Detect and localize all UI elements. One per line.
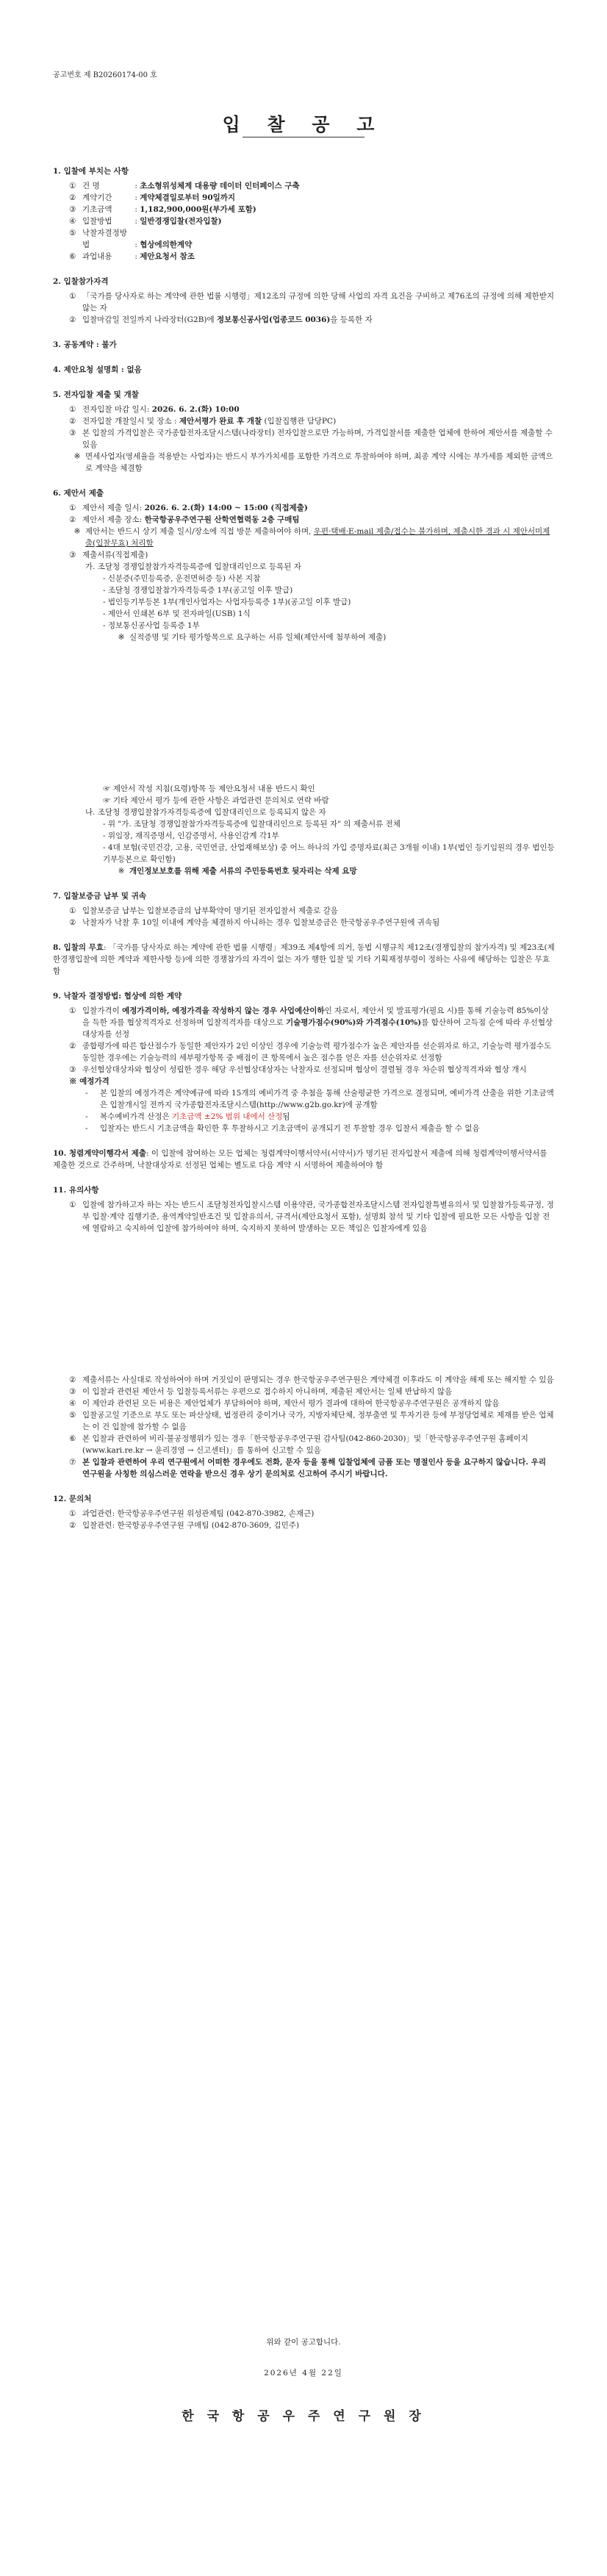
- item-text: 「국가를 당사자로 하는 계약에 관한 법률 시행령」제12조의 규정에 의한 당해 사업의 자격 요건을 구비하고 제76조의 규정에 의해 제한받지 않는 자: [82, 292, 555, 312]
- list-item: ② 낙찰자가 낙찰 후 10일 이내에 계약을 체결하지 아니하는 경우 입찰보증금은 한국항공우주연구원에 귀속됨: [69, 917, 556, 929]
- bullet: [103, 596, 556, 608]
- section-text: : 이 입찰에 참여하는 모든 업체는 청렴계약이행서약서(서약서)가 명기된 전자입찰서 제출에 의해 청렴계약이행서약서를 제출한 것으로 간주하며, 낙찰대상자로 선정된 업체는 별도로 다음 계약 시 서명하여 제출하여야 함: [53, 1149, 547, 1170]
- list-item: ⑦ 본 입찰과 관련하여 우리 연구원에서 어떠한 경우에도 전화, 문자 등을 통해 입찰업체에 금품 또는 명절인사 등을 요구하지 않습니다. 우리 연구원을 사칭한 의심스러운 연락을 받으신 경우 상기 문의처로 신고하여 주시기 바랍니다.: [69, 1456, 556, 1480]
- section-joint-contract: [53, 339, 556, 351]
- list-item: ① 제안서 제출 일시: 2026. 6. 2.(화) 14:00 ~ 15:00 (직접제출): [69, 504, 308, 512]
- item-text: 본 입찰과 관련하여 비리·불공정행위가 있는 경우「한국항공우주연구원 감사팀(042-860-2030)」및「한국항공우주연구원 홈페이지(www.kari.re.kr → 윤리경영 → 신고센터)」를 통하여 신고할 수 있음: [82, 1434, 528, 1455]
- closing-text: 위와 같이 공고합니다.: [266, 2338, 341, 2347]
- item-text: 전자입찰 개찰일시 및 장소 :: [82, 417, 179, 426]
- note-heading: [69, 1076, 556, 1087]
- item-label: 계약기간: [82, 193, 112, 202]
- bullet: [103, 842, 556, 865]
- item-text: 제안서 제출 장소:: [82, 515, 145, 524]
- bullet-text: 복수예비가격 산정은: [100, 1112, 172, 1121]
- submission-place: 한국항공우주연구원 산학연협력동 2층 구매팀: [144, 515, 300, 524]
- bullet: [103, 818, 556, 830]
- list-item: ① 입찰에 참가하고자 하는 자는 반드시 조달청전자입찰시스템 이용약관, 국가종합전자조달시스템 전자입찰특별유의서 및 입찰참가등록규정, 정부 입찰·계약 집행기준, 용역계약일반조건 및 입찰유의서, 규격서(제안요청서 포함), 설명회 참석 및 기타 입찰에 필요한 모든 사항을 입찰 전에 열람하고 숙지하여 입찰에 참가하여야 하며, 숙지하지 못하여 발생하는 모든 책임은 입찰자에게 있음: [69, 1199, 556, 1234]
- section-title: 10. 청렴계약이행각서 제출: [53, 1149, 147, 1158]
- item-text: 종합평가에 따른 합산점수가 동일한 제안자가 2인 이상인 경우에 기술능력 평가점수가 높은 제안자를 선순위자로 하고, 기술능력 평가점수도 동일한 경우에는 기술능력의 세부평가항목 중 배점이 큰 항목에서 높은 점수를 얻은 자를 선순위자로 선정함: [82, 1042, 552, 1062]
- section-proposal-submission: [53, 487, 556, 877]
- section-briefing: [53, 364, 556, 376]
- sub-item-text: 가. 조달청 경쟁입찰참가자격등록증에 입찰대리인으로 등록된 자: [85, 562, 301, 571]
- section-title: 9. 낙찰자 결정방법: 협상에 의한 계약: [53, 992, 182, 1001]
- bullet-text: - 위 "가. 조달청 경쟁입찰참가자격등록증에 입찰대리인으로 등록된 자" 의 제출서류 전체: [103, 820, 401, 829]
- bullet: [103, 830, 556, 842]
- item-number: ⑥: [69, 252, 76, 261]
- item-label: 입찰방법: [82, 217, 112, 226]
- reference-text: ☞ 기타 제안서 평가 등에 관한 사항은 과업관련 문의처로 연락 바람: [103, 796, 329, 805]
- item-text: (입찰집행관 담당PC): [262, 417, 337, 426]
- bullet-text: - 조달청 경쟁입찰참가자격등록증 1부(공고일 이후 발급): [103, 586, 293, 595]
- note-title: ※ 예정가격: [69, 1077, 109, 1086]
- section-eligibility: [53, 276, 556, 326]
- bid-deadline: 2026. 6. 2.(화) 10:00: [151, 405, 240, 414]
- list-item: ① 건 명 : 초소형위성체계 대용량 데이터 인터페이스 구축: [69, 182, 300, 190]
- item-text: 를 합산하여 고득점 순에 따라 우선협상대상자를 선정: [82, 1018, 553, 1039]
- item-emphasis: 정보통신공사업(업종코드 0036): [217, 315, 331, 324]
- sub-item-text: 나. 조달청 경쟁입찰참가자격등록증에 입찰대리인으로 등록되지 않은 자: [85, 808, 326, 817]
- item-text: 입찰가격이: [82, 1006, 123, 1015]
- bullet-text: - 제안서 인쇄본 6부 및 전자파일(USB) 1식: [103, 609, 251, 618]
- item-value: 제안요청서 참조: [140, 252, 195, 261]
- item-text: 낙찰자가 낙찰 후 10일 이내에 계약을 체결하지 아니하는 경우 입찰보증금은 한국항공우주연구원에 귀속됨: [82, 918, 440, 927]
- contact-task: 과업관련: 한국항공우주연구원 위성관제팀 (042-870-3982, 손재근): [82, 1509, 315, 1518]
- item-number: ④: [69, 217, 76, 226]
- section-e-bid: [53, 389, 556, 474]
- section-title: 5. 전자입찰 제출 및 개찰: [53, 390, 139, 399]
- note-underlined: 하며, 제출시한 경과 시 제안서미제출(입찰무효) 처리함: [85, 527, 550, 548]
- item-text: 인 자로서, 제안서 및 발표평가(필요 시)를 통해 기술능력 85%이상을 득한 자를 협상적격자로 선정하며 입찰적격자를 대상으로: [82, 1006, 549, 1027]
- note: ※ 실적증명 및 기타 평가항목으로 요구하는 서류 일체(제안서에 첨부하여 제출): [113, 632, 556, 643]
- list-item: ② 제출서류는 사실대로 작성하여야 하며 거짓임이 판명되는 경우 한국항공우주연구원은 계약체결 이후라도 이 계약을 해제 또는 해지할 수 있음: [69, 1374, 556, 1386]
- section-title: 3. 공동계약 : 불가: [53, 340, 117, 349]
- list-item: ④ 입찰방법 : 일반경쟁입찰(전자입찰): [69, 217, 222, 226]
- list-item: ③ 본 입찰의 가격입찰은 국가종합전자조달시스템(나라장터) 전자입찰으로만 가능하며, 가격입찰서를 제출한 업체에 한하여 제안서를 제출할 수 있음: [69, 427, 556, 451]
- item-text: 우선협상대상자와 협상이 성립한 경우 해당 우선협상대상자는 낙찰자로 선정되며 협상이 결렬될 경우 차순위 협상적격자와 협상 개시: [82, 1065, 527, 1074]
- list-item: ① 입찰보증금 납부는 입찰보증금의 납부확약이 명기된 전자입찰서 제출로 갈음: [69, 905, 556, 917]
- section-title: 1. 입찰에 부치는 사항: [53, 167, 129, 176]
- item-text: 이 입찰과 관련된 제안서 등 입찰등록서류는 우편으로 접수하지 아니하며, 제출된 제안서는 일체 반납하지 않음: [82, 1387, 453, 1396]
- list-item: ① 과업관련: 한국항공우주연구원 위성관제팀 (042-870-3982, 손재근): [69, 1508, 556, 1520]
- blank-space: [53, 643, 556, 783]
- list-item: ⑥ 본 입찰과 관련하여 비리·불공정행위가 있는 경우「한국항공우주연구원 감사팀(042-860-2030)」및「한국항공우주연구원 홈페이지(www.kari.re.kr → 윤리경영 → 신고센터)」를 통하여 신고할 수 있음: [69, 1433, 556, 1456]
- bullet-text: 본 입찰의 예정가격은 계약예규에 따라 15개의 예비가격 중 추첨을 통해 산술평균한 가격으로 결정되며, 예비가격 산출을 위한 기초금액은 입찰개시일 전까지 국가종합전자조달시스템(http://www.g2b.go.kr)에 공개함: [100, 1089, 554, 1109]
- section-title: 11. 유의사항: [53, 1186, 99, 1195]
- list-item: ③ 우선협상대상자와 협상이 성립한 경우 해당 우선협상대상자는 낙찰자로 선정되며 협상이 결렬될 경우 차순위 협상적격자와 협상 개시: [69, 1064, 556, 1076]
- list-item: ① 입찰가격이 예정가격이하, 예정가격을 작성하지 않는 경우 사업예산이하인 자로서, 제안서 및 발표평가(필요 시)를 통해 기술능력 85%이상을 득한 자를 협상적격자로 선정하며 입찰적격자를 대상으로 기술평가점수(90%)와 가격점수(10%)를 합산하여 고득점 순에 따라 우선협상대상자를 선정: [69, 1006, 553, 1039]
- bullet-text: - 신분증(주민등록증, 운전면허증 등) 사본 지참: [103, 574, 261, 583]
- section-title: 12. 문의처: [53, 1495, 92, 1503]
- item-text: 입찰공고일 기준으로 부도 또는 파산상태, 법정관리 중이거나 국가, 지방자체단체, 정부출연 및 투자기관 등에 부정당업체로 제재를 받은 업체는 이 건 입찰에 참가할 수 없음: [82, 1411, 554, 1431]
- notice-date: 2026년 4월 22일: [264, 2369, 343, 2378]
- item-number: ③: [69, 205, 76, 214]
- submission-datetime: 2026. 6. 2.(화) 14:00 ~ 15:00 (직접제출): [144, 504, 308, 512]
- note: ※ 제안서는 반드시 상기 제출 일시/장소에 직접 방문 제출하여야 하며, 우편·택배·E-mail 제출/접수는 불가하며, 제출시한 경과 시 제안서미제출(입찰무효) 처리함: [73, 527, 550, 548]
- note-text: 제안서는 반드시 상기 제출 일시/장소에 직접 방문 제출하여야 하며,: [85, 527, 314, 536]
- note: ※ 면세사업자(영세율을 적용받는 사업자)는 반드시 부가가치세를 포함한 가격으로 투찰하여야 하며, 최종 계약 시에는 부가세를 제외한 금액으로 계약을 체결함: [69, 451, 556, 474]
- reference-text: ☞ 제안서 작성 지침(요령)항목 등 제안요청서 내용 반드시 확인: [103, 784, 315, 793]
- list-item: ④ 이 제안과 관련된 모든 비용은 제안업체가 부담하여야 하며, 제안서 평가 결과에 대하여 한국항공우주연구원은 공개하지 않음: [69, 1398, 556, 1409]
- section-invalid-bid: [53, 942, 556, 977]
- item-text: 입찰마감일 전일까지 나라장터(G2B)에: [82, 315, 217, 324]
- section-contact: [53, 1493, 556, 1531]
- list-item: ⑥ 과업내용 : 제안요청서 참조: [69, 252, 195, 261]
- bullet-text: 됨: [282, 1112, 290, 1121]
- sub-item: [85, 561, 556, 573]
- item-label: 기초금액: [82, 205, 112, 214]
- list-item: ② 전자입찰 개찰일시 및 장소 : 제안서평가 완료 후 개찰 (입찰집행관 담당PC): [69, 417, 337, 426]
- note-text: 면세사업자(영세율을 적용받는 사업자)는 반드시 부가가치세를 포함한 가격으로 투찰하여야 하며, 최종 계약 시에는 부가세를 제외한 금액으로 계약을 체결함: [85, 452, 553, 473]
- bullet: [103, 620, 556, 632]
- list-item: ③ 이 입찰과 관련된 제안서 등 입찰등록서류는 우편으로 접수하지 아니하며, 제출된 제안서는 일체 반납하지 않음: [69, 1386, 556, 1398]
- section-title: 7. 입찰보증금 납부 및 귀속: [53, 892, 147, 901]
- item-text: 제출서류는 사실대로 작성하여야 하며 거짓임이 판명되는 경우 한국항공우주연구원은 계약체결 이후라도 이 계약을 해제 또는 해지할 수 있음: [82, 1375, 554, 1384]
- section-title: 2. 입찰참가자격: [53, 277, 109, 286]
- note: ※ 개인정보보호를 위해 제출 서류의 주민등록번호 뒷자리는 삭제 요망: [113, 865, 556, 877]
- notice-number: 공고번호 제 B20260174-00 호: [53, 71, 157, 79]
- bullet-highlight: 기초금액 ±2% 범위 내에서 산정: [171, 1112, 283, 1121]
- item-value: 1,182,900,000원(부가세 포함): [140, 205, 256, 214]
- bullet: [103, 608, 556, 620]
- item-number: ⑤: [69, 229, 76, 237]
- note-text: 실적증명 및 기타 평가항목으로 요구하는 서류 일체(제안서에 첨부하여 제출): [129, 633, 387, 642]
- section-title: 4. 제안요청 설명회 : 없음: [53, 365, 142, 374]
- sub-item: [85, 806, 556, 818]
- bullet: [103, 573, 556, 584]
- item-number: ①: [69, 182, 76, 190]
- list-item: ③ 제출서류(직접제출): [69, 549, 556, 561]
- item-text: 제안서 제출 일시:: [82, 504, 145, 512]
- note-emphasis: 개인정보보호를 위해 제출 서류의 주민등록번호 뒷자리는 삭제 요망: [129, 867, 357, 876]
- note-underlined: 우편·택배·E-mail 제출/접수는 불가: [313, 527, 434, 536]
- bullet-text: 입찰자는 반드시 기초금액을 확인한 후 투찰하시고 기초금액이 공개되기 전 투찰할 경우 입찰서 제출을 할 수 없음: [100, 1124, 480, 1133]
- section-bid-items: [53, 165, 556, 262]
- list-item: ② 입찰마감일 전일까지 나라장터(G2B)에 정보통신공사업(업종코드 0036)을 등록한 자: [69, 315, 373, 324]
- issuer-name: 한 국 항 공 우 주 연 구 원 장: [182, 2409, 425, 2424]
- item-value: 초소형위성체계 대용량 데이터 인터페이스 구축: [140, 182, 300, 190]
- item-value: 일반경쟁입찰(전자입찰): [140, 217, 222, 226]
- bullet-text: - 위임장, 재직증명서, 인감증명서, 사용인감계 각1부: [103, 831, 279, 840]
- item-value: 협상에의한계약: [140, 240, 193, 249]
- list-item: ② 입찰관련: 한국항공우주연구원 구매팀 (042-870-3609, 김민주): [69, 1520, 556, 1531]
- item-text: 을 등록한 자: [330, 315, 373, 324]
- page-title: 입 찰 공 고: [222, 114, 385, 135]
- item-text: 이 제안과 관련된 모든 비용은 제안업체가 부담하여야 하며, 제안서 평가 결과에 대하여 한국항공우주연구원은 공개하지 않음: [82, 1399, 500, 1408]
- item-label: 과업내용: [82, 252, 112, 261]
- contact-bid: 입찰관련: 한국항공우주연구원 구매팀 (042-870-3609, 김민주): [82, 1521, 300, 1530]
- reference-line: [103, 783, 556, 795]
- item-emphasis: 제안서평가 완료 후 개찰: [179, 417, 262, 426]
- bullet: [103, 584, 556, 596]
- reference-line: [103, 795, 556, 806]
- bullet-text: - 4대 보험(국민건강, 고용, 국민연금, 산업재해보상) 중 어느 하나의 가입 증명자료(최근 3개월 이내) 1부(법인 등기임원의 경우 법인등기부등본으로 확인함): [103, 843, 555, 864]
- section-text: : 「국가를 당사자로 하는 계약에 관한 법률 시행령」제39조 제4항에 의거, 동법 시행규칙 제12조(경쟁입찰의 참가자격) 및 제23조(제한경쟁입찰에 의한 계약과 제한사항 등)에 의한 경쟁참가의 자격이 없는 자가 행한 입찰 및 기타 기획재정부령이 정하는 사유에 해당하는 입찰은 무효함: [53, 943, 555, 976]
- section-title: 6. 제안서 제출: [53, 489, 104, 498]
- item-emphasis: 본 입찰과 관련하여 우리 연구원에서 어떠한 경우에도 전화, 문자 등을 통해 입찰업체에 금품 또는 명절인사 등을 요구하지 않습니다. 우리 연구원을 사칭한 의심스러운 연락을 받으신 경우 상기 문의처로 신고하여 주시기 바랍니다.: [82, 1458, 546, 1478]
- item-emphasis: 기술평가점수(90%)와 가격점수(10%): [285, 1018, 422, 1027]
- section-cautions: [53, 1184, 556, 1480]
- list-item: ① 전자입찰 마감 일시: 2026. 6. 2.(화) 10:00: [69, 405, 240, 414]
- list-item: ⑤ 낙찰자결정방법 : 협상에의한계약: [69, 229, 193, 249]
- section-bid-bond: [53, 890, 556, 929]
- bullet: - 복수예비가격 산정은 기초금액 ±2% 범위 내에서 산정됨: [85, 1112, 290, 1121]
- item-text: 전자입찰 마감 일시:: [82, 405, 152, 414]
- item-label: 건 명: [82, 182, 100, 190]
- section-award-method: [53, 990, 556, 1134]
- list-item: ⑤ 입찰공고일 기준으로 부도 또는 파산상태, 법정관리 중이거나 국가, 지방자체단체, 정부출연 및 투자기관 등에 부정당업체로 제재를 받은 업체는 이 건 입찰에 참가할 수 없음: [69, 1409, 556, 1433]
- item-text: 입찰보증금 납부는 입찰보증금의 납부확약이 명기된 전자입찰서 제출로 갈음: [82, 906, 338, 915]
- bullet: - 입찰자는 반드시 기초금액을 확인한 후 투찰하시고 기초금액이 공개되기 전 투찰할 경우 입찰서 제출을 할 수 없음: [85, 1123, 556, 1134]
- list-item: ② 계약기간 : 계약체결일로부터 90일까지: [69, 193, 236, 202]
- section-title: 8. 입찰의 무효: [53, 943, 104, 952]
- list-item: ② 제안서 제출 장소: 한국항공우주연구원 산학연협력동 2층 구매팀: [69, 515, 300, 524]
- list-item: ② 종합평가에 따른 합산점수가 동일한 제안자가 2인 이상인 경우에 기술능력 평가점수가 높은 제안자를 선순위자로 하고, 기술능력 평가점수도 동일한 경우에는 기술능력의 세부평가항목 중 배점이 큰 항목에서 높은 점수를 얻은 자를 선순위자로 선정함: [69, 1040, 556, 1064]
- item-number: ②: [69, 193, 76, 202]
- section-integrity-pledge: [53, 1148, 556, 1171]
- item-text: 제출서류(직접제출): [82, 551, 148, 559]
- item-value: 계약체결일로부터 90일까지: [140, 193, 236, 202]
- blank-space: [53, 1234, 556, 1374]
- item-text: 본 입찰의 가격입찰은 국가종합전자조달시스템(나라장터) 전자입찰으로만 가능하며, 가격입찰서를 제출한 업체에 한하여 제안서를 제출할 수 있음: [82, 429, 553, 449]
- notice-body: [53, 165, 556, 1531]
- item-text: 입찰에 참가하고자 하는 자는 반드시 조달청전자입찰시스템 이용약관, 국가종합전자조달시스템 전자입찰특별유의서 및 입찰참가등록규정, 정부 입찰·계약 집행기준, 용역계약일반조건 및 입찰유의서, 규격서(제안요청서 포함), 설명회 참석 및 기타 입찰에 필요한 모든 사항을 입찰 전에 열람하고 숙지하여 입찰에 참가하여야 하며, 숙지하지 못하여 발생하는 모든 책임은 입찰자에게 있음: [82, 1201, 554, 1233]
- list-item: ① 「국가를 당사자로 하는 계약에 관한 법률 시행령」제12조의 규정에 의한 당해 사업의 자격 요건을 구비하고 제76조의 규정에 의해 제한받지 않는 자: [69, 292, 555, 312]
- bullet-text: - 법인등기부등본 1부(개인사업자는 사업자등록증 1부)(공고일 이후 발급): [103, 598, 351, 607]
- item-emphasis: 예정가격이하, 예정가격을 작성하지 않는 경우 사업예산이하: [122, 1006, 325, 1015]
- bullet-text: - 정보통신공사업 등록증 1부: [103, 621, 200, 630]
- bullet: - 본 입찰의 예정가격은 계약예규에 따라 15개의 예비가격 중 추첨을 통해 산술평균한 가격으로 결정되며, 예비가격 산출을 위한 기초금액은 입찰개시일 전까지 국가종합전자조달시스템(http://www.g2b.go.kr)에 공개함: [85, 1087, 556, 1111]
- item-label: 낙찰자결정방법: [82, 229, 127, 249]
- list-item: ③ 기초금액 : 1,182,900,000원(부가세 포함): [69, 205, 256, 214]
